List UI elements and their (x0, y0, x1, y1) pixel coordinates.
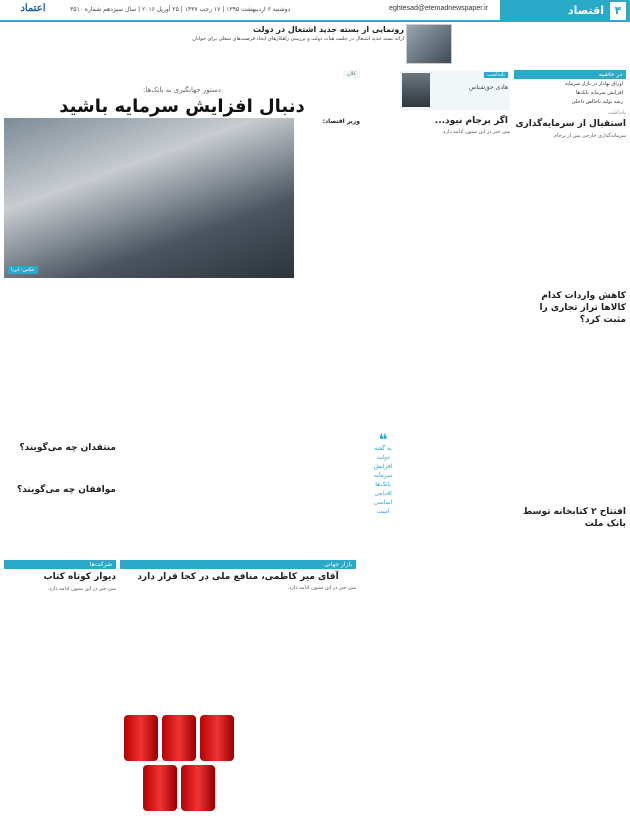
section-title: اقتصاد (567, 4, 604, 17)
brief-item: اوراق بهادار در بازار سرمایه (564, 81, 623, 87)
top-bar (0, 0, 630, 22)
author-name: هادی حق‌شناس (469, 84, 508, 91)
pull-quote (368, 430, 398, 565)
oil-barrels-image (124, 675, 244, 815)
dateline: دوشنبه ۶ اردیبهشت ۱۳۹۵ | ۱۷ رجب ۱۴۳۷ | ۲۵ آوریل ۲۰۱۶ | سال سیزدهم شماره ۳۵۱۰ (70, 6, 291, 13)
article-kicker: یادداشت (608, 110, 626, 116)
main-title: دنبال افزایش سرمایه باشید (59, 96, 305, 117)
quote-icon: ❝ (378, 430, 388, 449)
supporters-title: موافقان چه می‌گویند؟ (17, 485, 116, 495)
opinion-tag: یادداشت (484, 72, 508, 78)
article-body: سرمایه‌گذاری خارجی پس از برجام (553, 133, 626, 139)
lead-title: رونمایی از بسته جدید اشتغال در دولت (253, 25, 404, 34)
left-column (4, 440, 116, 499)
third-article-title: افتتاح ۲ کتابخانه توسط بانک ملت (523, 507, 626, 529)
section-tab[interactable] (500, 0, 630, 22)
opinion-title: اگر برجام نبود... (434, 116, 508, 126)
left-body: متن خبر در این ستون ادامه دارد. (47, 586, 116, 592)
left-label: شرکت‌ها (4, 560, 116, 569)
section-email[interactable]: eghtesad@etemadnewspaper.ir (389, 5, 488, 12)
quote-sidebar (296, 118, 360, 278)
opinion-header (400, 70, 510, 110)
opinion-body: متن خبر در این ستون ادامه دارد. (441, 129, 510, 135)
right-column (514, 70, 626, 815)
lead-story (4, 25, 404, 59)
article-title: استقبال از سرمایه‌گذاری (515, 119, 626, 129)
photo-caption: عکس: ایرنا (8, 266, 38, 274)
left-title: دیوار کوتاه کتاب (43, 572, 116, 582)
left-lower-column (4, 560, 116, 593)
barrel-icon (181, 765, 215, 811)
barrel-icon (124, 715, 158, 761)
feature-story (120, 560, 356, 815)
lead-photo (406, 24, 452, 64)
main-kicker: دستور جهانگیری به بانک‌ها: (143, 86, 221, 94)
sidebar-name: وزیر اقتصاد: (322, 118, 360, 125)
author-avatar (402, 73, 430, 107)
main-label: کلان (343, 70, 360, 78)
brief-item: افزایش سرمایه بانک‌ها (575, 90, 623, 96)
lead-text: ارائه بسته جدید اشتغال در جلسه هیات دولت و بررسی راهکارهای ایجاد فرصت‌های شغلی برای جوانان (192, 36, 404, 42)
critics-title: منتقدان چه می‌گویند؟ (19, 443, 116, 453)
feature-label: بازار جهانی (120, 560, 356, 569)
page-number: ۴ (610, 2, 626, 20)
newspaper-logo: اعتماد (20, 3, 46, 14)
briefs-box-title: در حاشیه (514, 70, 626, 79)
brief-item: رشد تولید ناخالص داخلی (571, 99, 623, 105)
barrel-icon (162, 715, 196, 761)
main-photo (4, 118, 294, 278)
pull-quote-text: به گفته دولت افزایش سرمایه بانک‌ها اقدامی اساسی است (373, 445, 393, 515)
feature-body: متن خبر در این ستون ادامه دارد. (287, 585, 356, 591)
barrel-icon (143, 765, 177, 811)
opinion-column (400, 70, 510, 650)
feature-title: آقای میر کاظمی، منافع ملی در کجا قرار دارد (137, 572, 339, 582)
barrel-icon (200, 715, 234, 761)
second-article-title: کاهش واردات کدام کالاها تراز تجاری را مثبت کرد؟ (539, 291, 626, 325)
